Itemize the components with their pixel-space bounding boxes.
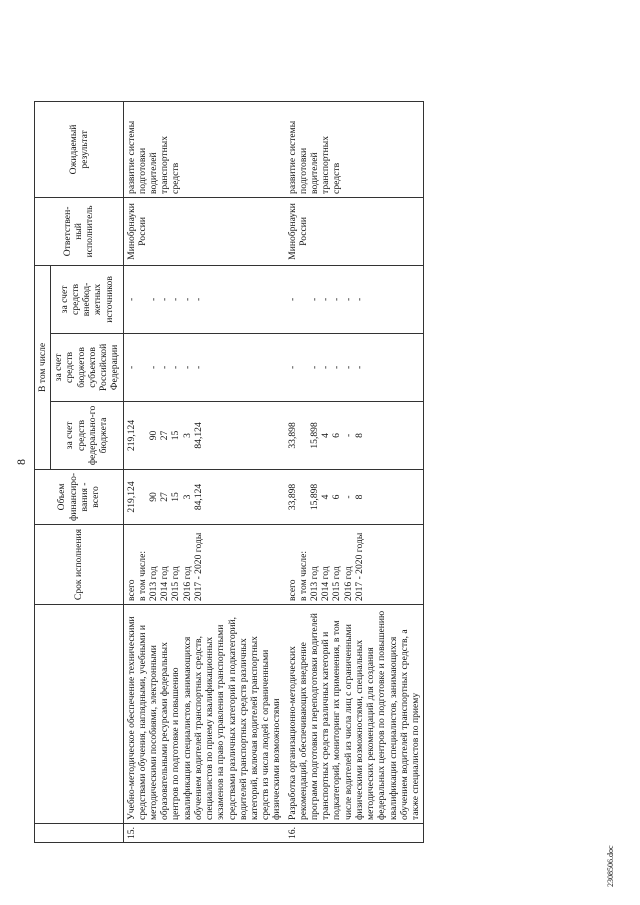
term-line: 2016 год — [342, 566, 354, 601]
table-header — [35, 101, 124, 842]
value-cell: - — [286, 297, 298, 302]
row-result: развитие системы подготовки водителей транспортных средств — [285, 101, 424, 197]
value-cell: 15 — [170, 492, 182, 502]
value-cell: - — [342, 297, 354, 302]
value-cell: 84,124 — [192, 483, 204, 511]
value-cell: - — [159, 297, 171, 302]
document-code: 2308506.doc — [606, 845, 615, 887]
row-name: Разработка организационно-методических рекомендаций, обеспечивающих внедрение программ подготовки и переподготовки водителей транспортных средств различных категорий и подкатегорий, мониторинг их применения, в том числе водителей из числа лиц с ограниченными физическими возможностями, специальных методических рекомендаций для создания федеральных центров по подготовке и повышению квалификации специалистов, занимающихся обучением водителей транспортных средств, а также специалистов по приему — [285, 605, 424, 824]
row-name: Учебно-методическое обеспечение техническими средствами обучения, наглядными, учебными и методическими пособиями, электронными образовательными ресурсами федеральных центров по подготовке и повышению квалификации специалистов, занимающихся обучением водителей транспортных средств, специалистов по приему квалификационных экзаменов на право управления транспортными средствами различных категорий и подкатегорий, водителей транспортных средств различных категорий, включая водителей транспортных средств из числа людей с ограниченными физическими возможностями — [123, 605, 285, 824]
value-cell — [298, 405, 309, 466]
row-external — [123, 265, 285, 333]
value-cell: 3 — [181, 494, 193, 500]
value-cell — [298, 337, 309, 398]
term-line: 2014 год — [159, 566, 171, 601]
value-cell: - — [320, 365, 332, 370]
header-number — [35, 824, 124, 843]
value-cell: 8 — [353, 494, 365, 500]
value-cell: - — [181, 365, 193, 370]
value-cell: - — [331, 365, 343, 370]
row-volume — [285, 469, 424, 524]
value-cell: - — [125, 297, 137, 302]
value-cell: - — [353, 297, 365, 302]
header-volume: Объем финансиро-вания - всего — [35, 469, 124, 524]
value-cell: - — [147, 365, 159, 370]
value-cell — [137, 269, 148, 330]
value-cell: 6 — [331, 433, 343, 438]
row-federal — [285, 401, 424, 469]
value-cell: 15,898 — [309, 483, 321, 511]
row-terms — [285, 525, 424, 605]
value-cell: - — [331, 297, 343, 302]
header-name — [35, 605, 124, 824]
value-cell: 27 — [159, 430, 171, 441]
value-cell: - — [320, 297, 332, 302]
term-line: 2017 - 2020 годы — [353, 532, 365, 601]
value-cell — [137, 337, 148, 398]
term-line: 2017 - 2020 годы — [192, 532, 204, 601]
value-cell: 3 — [181, 433, 193, 438]
value-cell: - — [342, 495, 354, 499]
value-cell: 15 — [170, 430, 182, 441]
term-line: всего — [125, 579, 137, 601]
value-cell: - — [181, 297, 193, 302]
table-row — [123, 101, 285, 842]
value-cell: - — [192, 297, 204, 302]
term-line: 2015 год — [331, 566, 343, 601]
term-line: в том числе: — [297, 550, 309, 601]
header-term: Срок исполнения — [35, 525, 124, 605]
value-cell — [298, 269, 309, 330]
value-cell: 4 — [320, 433, 332, 438]
value-cell: - — [170, 365, 182, 370]
header-executor: Ответствен-ный исполнитель — [35, 197, 124, 265]
term-line: 2013 год — [309, 566, 321, 601]
term-line: 2015 год — [170, 566, 182, 601]
row-result: развитие системы подготовки водителей транспортных средств — [123, 101, 285, 197]
value-cell — [137, 405, 148, 466]
term-line: в том числе: — [136, 550, 148, 601]
value-cell: - — [342, 365, 354, 370]
table-body — [123, 101, 424, 842]
value-cell: 33,898 — [286, 483, 298, 511]
value-cell — [298, 473, 309, 521]
header-including: В том числе — [35, 265, 51, 469]
value-cell — [137, 473, 148, 521]
value-cell: 8 — [353, 433, 365, 438]
header-federal: за счет средств федерально-го бюджета — [51, 401, 123, 469]
value-cell: 15,898 — [309, 422, 321, 449]
row-federal — [123, 401, 285, 469]
value-cell: - — [353, 365, 365, 370]
row-volume — [123, 469, 285, 524]
header-result: Ожидаемый результат — [35, 101, 124, 197]
value-cell: 4 — [320, 494, 332, 500]
value-cell: 90 — [147, 430, 159, 441]
value-cell: - — [159, 365, 171, 370]
value-cell: 27 — [159, 492, 171, 502]
row-regional — [285, 333, 424, 401]
value-cell: - — [309, 297, 321, 302]
term-line: 2016 год — [181, 566, 193, 601]
value-cell: 33,898 — [286, 422, 298, 449]
value-cell: 219,124 — [125, 481, 137, 513]
program-table — [34, 101, 424, 843]
term-line: 2014 год — [320, 566, 332, 601]
value-cell: - — [170, 297, 182, 302]
value-cell: - — [147, 297, 159, 302]
row-external — [285, 265, 424, 333]
row-regional — [123, 333, 285, 401]
term-line: всего — [286, 579, 298, 601]
page-number: 8 — [14, 459, 28, 465]
row-number: 15. — [123, 824, 285, 843]
value-cell: - — [125, 365, 137, 370]
row-number: 16. — [285, 824, 424, 843]
header-external: за счет средств внебюд-жетных источников — [51, 265, 123, 333]
header-regional: за счет средств бюджетов субъектов Российской Федерации — [51, 333, 123, 401]
value-cell: 219,124 — [125, 419, 137, 452]
value-cell: 90 — [147, 492, 159, 502]
row-executor: Минобрнауки России — [123, 197, 285, 265]
term-line: 2013 год — [147, 566, 159, 601]
value-cell: - — [192, 365, 204, 370]
value-cell: 84,124 — [192, 422, 204, 449]
row-executor: Минобрнауки России — [285, 197, 424, 265]
value-cell: - — [309, 365, 321, 370]
value-cell: - — [286, 365, 298, 370]
value-cell: 6 — [331, 494, 343, 500]
value-cell: - — [342, 433, 354, 438]
table-row — [285, 101, 424, 842]
row-terms — [123, 525, 285, 605]
